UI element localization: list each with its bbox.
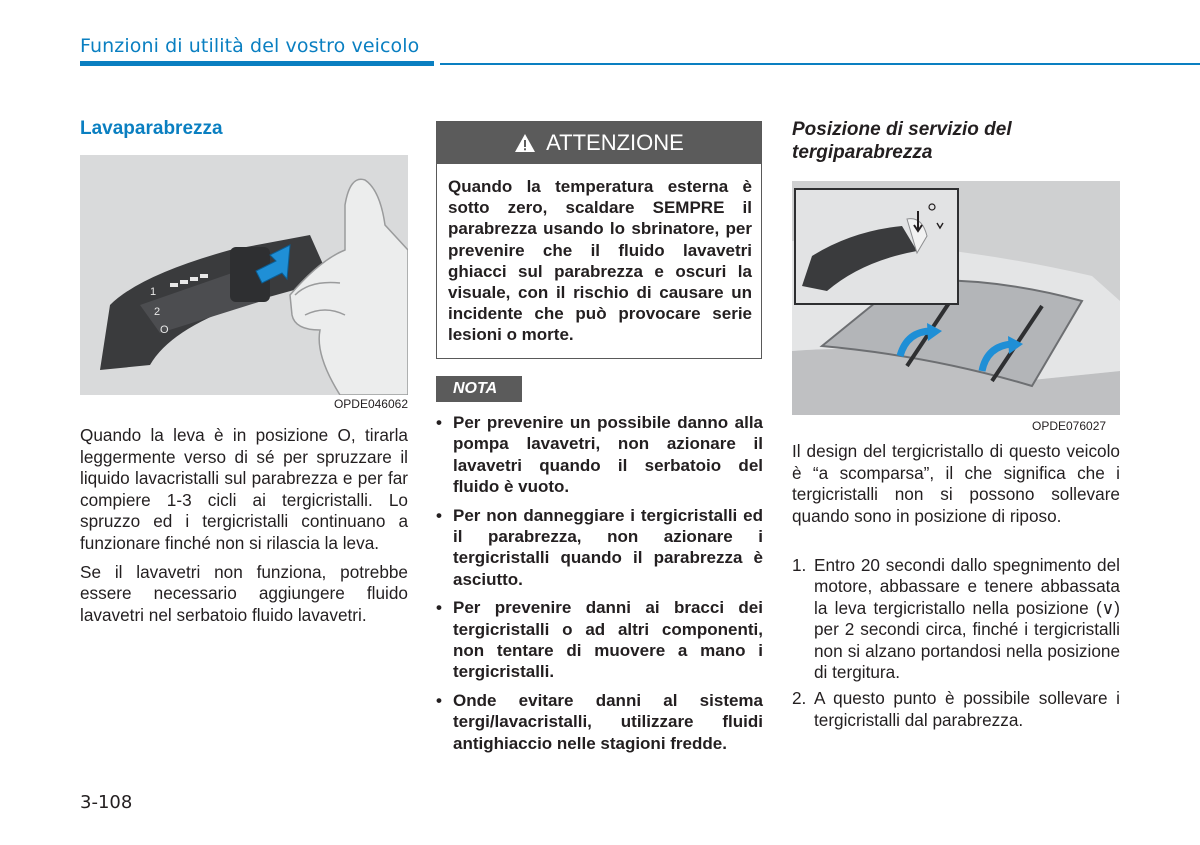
step-item: 2. A questo punto è possibile sollevare i tergicristalli dal parabrezza.	[792, 688, 1120, 730]
warning-box	[436, 121, 762, 359]
nota-label: NOTA	[436, 376, 522, 402]
paragraph: Quando la leva è in posizione O, tirarla leggermente verso di sé per spruzzare il liquido lavacristalli sul parabrezza e per far compiere 1-3 cicli ai tergicristalli. Lo spruzzo ed i tergicristalli continuano a funzionare finché non si rilascia la leva.	[80, 425, 408, 553]
service-steps	[792, 555, 1120, 736]
paragraph: Se il lavavetri non funziona, potrebbe essere necessario aggiungere fluido lavavetri nel serbatoio fluido lavavetri.	[80, 561, 408, 625]
lever-pull-illustration	[80, 155, 408, 395]
warning-header	[437, 122, 761, 164]
section-title: Lavaparabrezza	[80, 118, 223, 139]
step-item: 1. Entro 20 secondi dallo spegnimento del motore, abbassare e tenere abbassata la leva tergicristallo nella posizione (∨) per 2 secondi circa, finché i tergicristalli non si alzano portandosi nella posizione di tergitura.	[792, 555, 1120, 683]
service-intro-text: Il design del tergicristallo di questo veicolo è “a scomparsa”, il che significa che i tergicristalli non si possono sollevare quando sono in posizione di riposo.	[792, 441, 1120, 526]
warning-triangle-icon	[514, 133, 536, 153]
header-rule-thick	[80, 61, 434, 66]
nota-item: • Per non danneggiare i tergicristalli ed il parabrezza, non azionare i tergicristalli quando il parabrezza è asciutto.	[436, 505, 763, 589]
wiper-service-illustration	[792, 181, 1120, 415]
wiper-lever-illustration	[80, 155, 408, 395]
windshield-wipers-illustration	[792, 181, 1120, 415]
running-header: Funzioni di utilità del vostro veicolo	[80, 35, 420, 57]
nota-list	[436, 412, 763, 761]
warning-text: Quando la temperatura esterna è sotto zero, scaldare SEMPRE il parabrezza usando lo sbrinatore, per prevenire che il fluido lavavetri ghiacci sul parabrezza e oscuri la visuale, con il rischio di causare un incidente che può provocare serie lesioni o morte.	[448, 177, 752, 345]
subsection-title: Posizione di servizio del tergiparabrezza	[792, 119, 1012, 163]
figure-code-right: OPDE076027	[1032, 419, 1107, 433]
warning-title: ATTENZIONE	[546, 130, 684, 155]
header-rule-thin	[440, 63, 1200, 65]
nota-item: • Per prevenire danni ai bracci dei tergicristalli o ad altri componenti, non tentare di muovere a mano i tergicristalli.	[436, 598, 763, 682]
page-number: 3-108	[80, 792, 133, 813]
lavaparabrezza-text	[80, 425, 408, 633]
figure-code-left: OPDE046062	[333, 397, 408, 411]
svg-text:2: 2	[154, 306, 161, 318]
nota-item: • Onde evitare danni al sistema tergi/lavacristalli, utilizzare fluidi antighiaccio nelle stagioni fredde.	[436, 690, 763, 753]
svg-text:O: O	[160, 324, 169, 336]
nota-item: • Per prevenire un possibile danno alla pompa lavavetri, non azionare il lavavetri quando il serbatoio del fluido è vuoto.	[436, 413, 763, 497]
svg-text:1: 1	[150, 286, 157, 298]
